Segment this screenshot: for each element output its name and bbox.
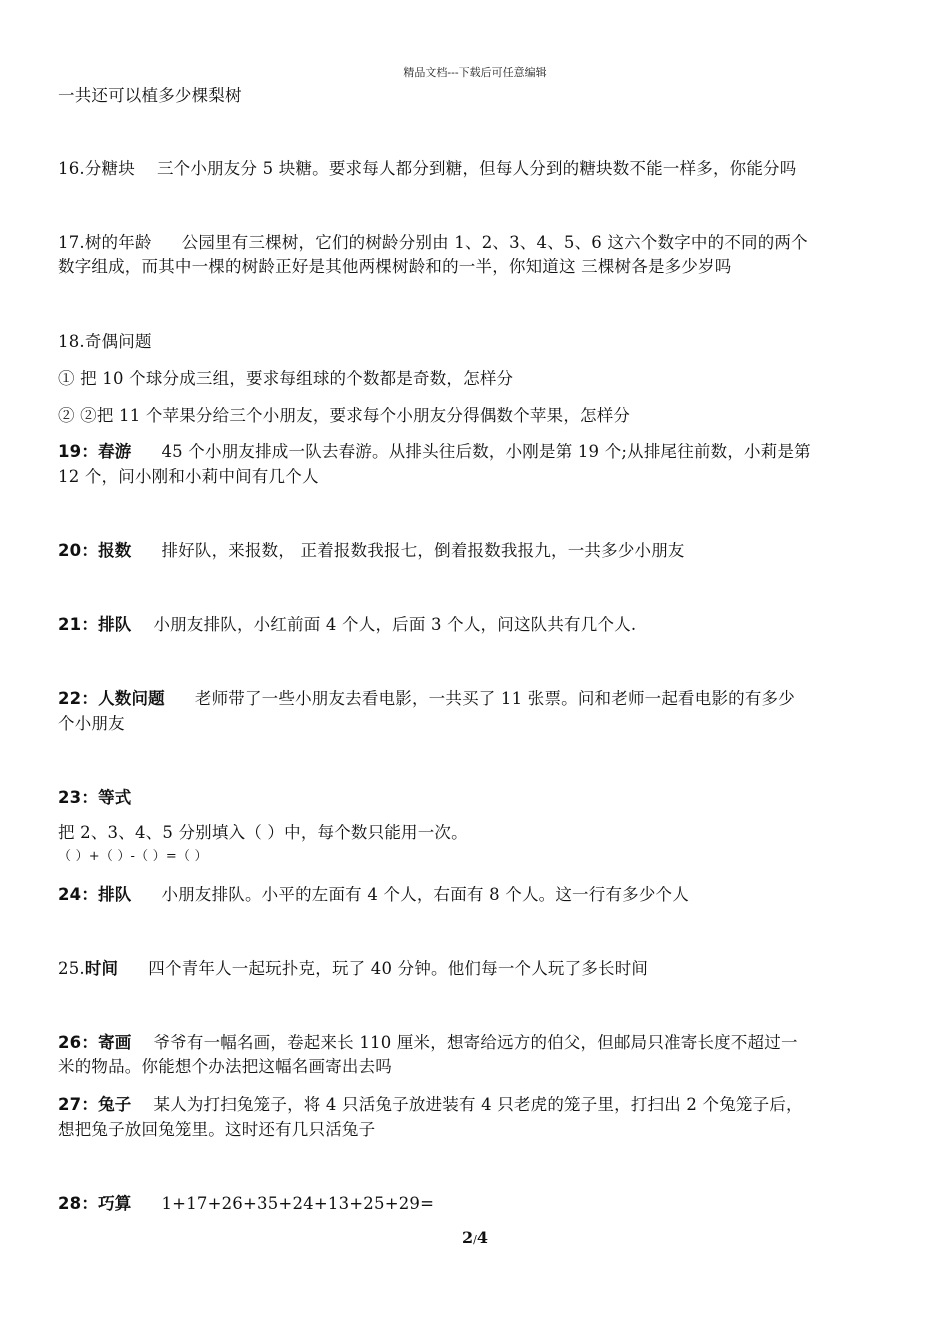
question-22	[58, 687, 795, 711]
q20-num: 20：	[58, 541, 99, 560]
question-19	[58, 440, 811, 464]
q28-title: 巧算	[98, 1194, 132, 1213]
question-26	[58, 1031, 798, 1055]
question-17	[58, 231, 808, 255]
q27-text-line2: 想把兔子放回兔笼里。这时还有几只活兔子	[58, 1120, 376, 1139]
q18-item-1: ① 把 10 个球分成三组，要求每组球的个数都是奇数，怎样分	[58, 369, 514, 388]
question-21	[58, 613, 636, 637]
q19-text-line2: 12 个，问小刚和小莉中间有几个人	[58, 467, 319, 486]
q21-text: 小朋友排队，小红前面 4 个人，后面 3 个人，问这队共有几个人.	[153, 615, 637, 634]
q22-text-line2: 个小朋友	[58, 714, 125, 733]
q24-num: 24：	[58, 885, 99, 904]
page-total: 4	[476, 1228, 488, 1247]
q23-num: 23：	[58, 788, 99, 807]
q17-title: 树的年龄	[84, 233, 152, 252]
q26-title: 寄画	[98, 1033, 132, 1052]
question-20	[58, 539, 685, 563]
q16-text: 三个小朋友分 5 块糖。要求每人都分到糖，但每人分到的糖块数不能一样多，你能分吗	[156, 159, 797, 178]
q26-text-line1: 爷爷有一幅名画，卷起来长 110 厘米，想寄给远方的伯父，但邮局只准寄长度不超过一	[153, 1033, 798, 1052]
q23-title: 等式	[98, 788, 132, 807]
q17-text-line1: 公园里有三棵树，它们的树龄分别由 1、2、3、4、5、6 这六个数字中的不同的两个	[181, 233, 808, 252]
q16-title: 分糖块	[84, 159, 135, 178]
q27-title: 兔子	[98, 1095, 132, 1114]
question-28	[58, 1192, 434, 1216]
q20-text: 排好队，来报数， 正着报数我报七，倒着报数我报九，一共多少小朋友	[161, 541, 685, 560]
q24-title: 排队	[98, 885, 132, 904]
page-header: 精品文档---下载后可任意编辑	[403, 66, 547, 79]
page-footer	[0, 1228, 950, 1247]
q23-equation: （ ）+（ ）-（ ）=（ ）	[58, 849, 208, 864]
q28-num: 28：	[58, 1194, 99, 1213]
q18-title: 18.奇偶问题	[58, 332, 152, 351]
q21-num: 21：	[58, 615, 99, 634]
q23-text: 把 2、3、4、5 分别填入（ ）中，每个数只能用一次。	[58, 823, 468, 842]
q16-num: 16.	[58, 159, 85, 178]
q25-text: 四个青年人一起玩扑克，玩了 40 分钟。他们每一个人玩了多长时间	[148, 959, 649, 978]
page-separator: /	[473, 1233, 477, 1246]
q20-title: 报数	[98, 541, 132, 560]
q27-text-line1: 某人为打扫兔笼子，将 4 只活兔子放进装有 4 只老虎的笼子里，打扫出 2 个兔笼子后，	[153, 1095, 803, 1114]
q21-title: 排队	[98, 615, 132, 634]
question-27	[58, 1093, 803, 1117]
q19-title: 春游	[98, 442, 132, 461]
page-number: 2	[462, 1228, 474, 1247]
q25-title: 时间	[84, 959, 119, 978]
q28-text: 1+17+26+35+24+13+25+29=	[161, 1194, 435, 1213]
q22-text-line1: 老师带了一些小朋友去看电影，一共买了 11 张票。问和老师一起看电影的有多少	[194, 689, 795, 708]
q26-text-line2: 米的物品。你能想个办法把这幅名画寄出去吗	[58, 1057, 392, 1076]
question-23	[58, 786, 131, 810]
question-25	[58, 957, 648, 981]
q17-num: 17.	[58, 233, 85, 252]
q18-item-2: ② ②把 11 个苹果分给三个小朋友，要求每个小朋友分得偶数个苹果，怎样分	[58, 406, 631, 425]
question-24	[58, 883, 689, 907]
q22-title: 人数问题	[98, 689, 165, 708]
q19-num: 19：	[58, 442, 99, 461]
q22-num: 22：	[58, 689, 99, 708]
question-16	[58, 157, 796, 181]
q24-text: 小朋友排队。小平的左面有 4 个人，右面有 8 个人。这一行有多少个人	[161, 885, 689, 904]
intro-text: 一共还可以植多少棵梨树	[58, 86, 242, 105]
q25-num: 25.	[58, 959, 85, 978]
q26-num: 26：	[58, 1033, 99, 1052]
q27-num: 27：	[58, 1095, 99, 1114]
q17-text-line2: 数字组成，而其中一棵的树龄正好是其他两棵树龄和的一半，你知道这 三棵树各是多少岁吗	[58, 257, 732, 276]
q19-text-line1: 45 个小朋友排成一队去春游。从排头往后数，小刚是第 19 个;从排尾往前数，小莉是第	[161, 442, 811, 461]
